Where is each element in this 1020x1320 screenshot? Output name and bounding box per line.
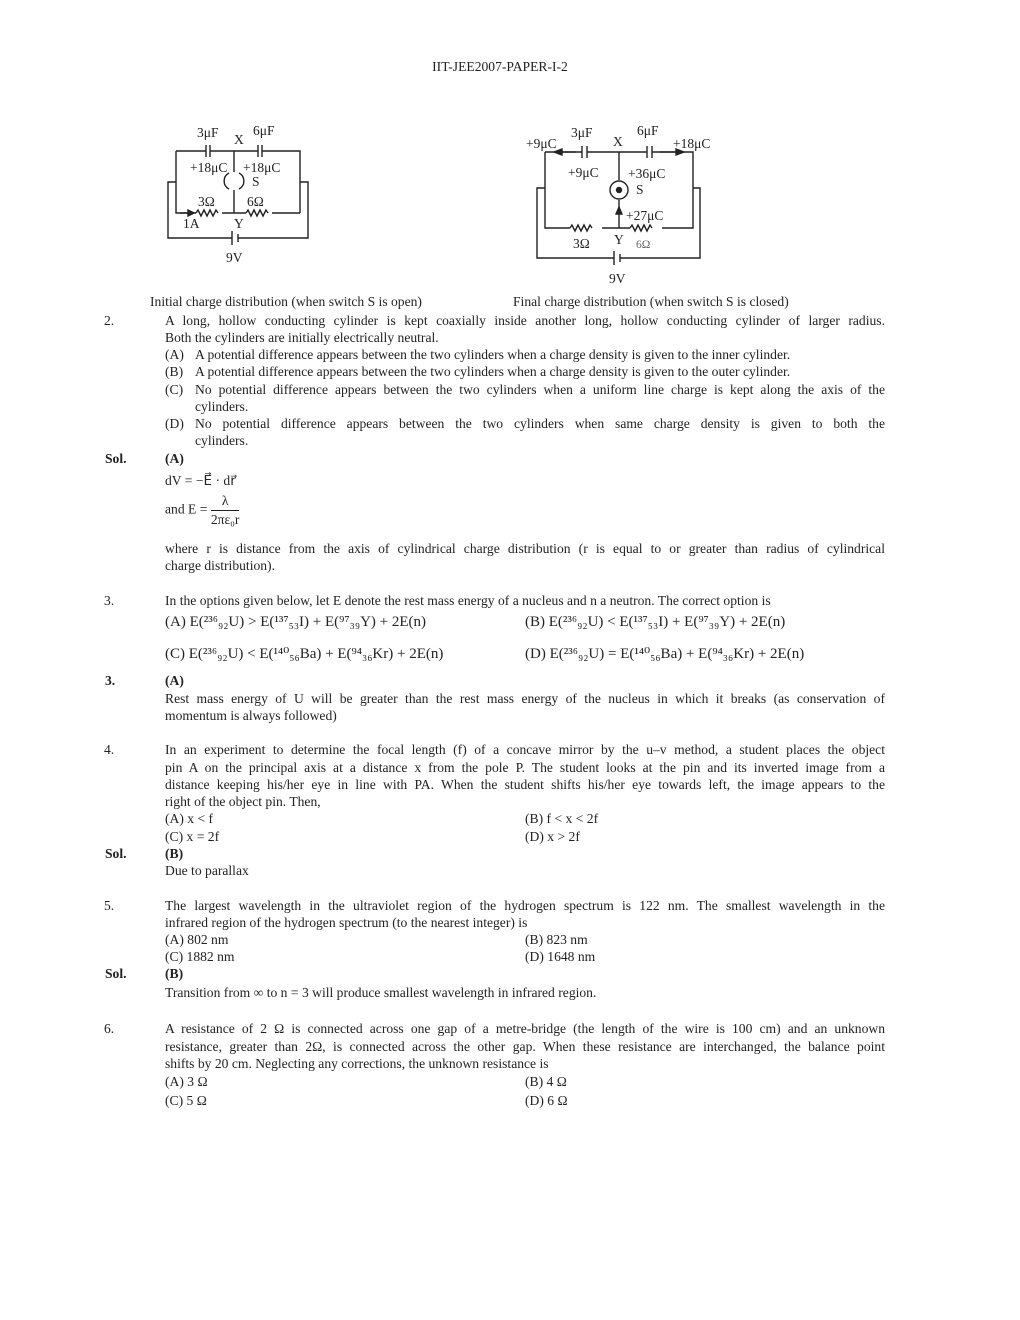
question-text: pin A on the principal axis at a distance x from the pole P. The student looks at the pin and its inverted image from a — [165, 760, 885, 775]
label-y: Y — [614, 232, 624, 247]
equation-prefix: and E = — [165, 501, 208, 517]
option-text: A potential difference appears between the two cylinders when a charge density is given to the outer cylinder. — [195, 364, 791, 379]
question-text: Both the cylinders are initially electrically neutral. — [165, 330, 439, 345]
solution-label: Sol. — [105, 846, 127, 861]
label-charge: +27μC — [626, 208, 664, 223]
option-label: (B) — [165, 364, 184, 379]
option-d: (D) x > 2f — [525, 829, 580, 844]
solution-text: charge distribution). — [165, 558, 275, 573]
equation-field — [165, 492, 239, 529]
label-9v: 9V — [226, 250, 243, 265]
option-label: (B) — [525, 614, 545, 630]
caption-initial: Initial charge distribution (when switch S is open) — [150, 294, 422, 309]
label-charge: +9μC — [526, 136, 557, 151]
option-text: E(²³⁶₉₂U) > E(¹³⁷₅₃I) + E(⁹⁷₃₉Y) + 2E(n) — [189, 614, 427, 630]
label-s: S — [252, 174, 260, 189]
option-c — [165, 646, 443, 663]
label-charge: +18μC — [190, 160, 228, 175]
option-d: (D) 1648 nm — [525, 949, 596, 964]
option-c: (C) x = 2f — [165, 829, 220, 844]
question-number: 5. — [104, 898, 115, 913]
option-b: (B) 4 Ω — [525, 1074, 567, 1089]
option-c: (C) 5 Ω — [165, 1093, 207, 1108]
solution-label: Sol. — [105, 451, 127, 466]
option-text: No potential difference appears between the two cylinders when a uniform line charge is kept along the axis of the — [195, 382, 885, 397]
question-text: shifts by 20 cm. Neglecting any corrections, the unknown resistance is — [165, 1056, 549, 1071]
question-text: resistance, greater than 2Ω, is connected across the other gap. When these resistance are interchanged, the balance point — [165, 1039, 885, 1054]
option-text: No potential difference appears between the two cylinders when same charge density is given to both the — [195, 416, 885, 431]
label-3uF: 3μF — [197, 125, 219, 140]
option-c: (C) 1882 nm — [165, 949, 235, 964]
question-text: In the options given below, let E denote the rest mass energy of a nucleus and n a neutron. The correct option is — [165, 593, 771, 608]
option-a: (A) 802 nm — [165, 932, 229, 947]
option-label: (A) — [165, 614, 186, 630]
option-text: cylinders. — [195, 399, 249, 414]
question-text: infrared region of the hydrogen spectrum (to the nearest integer) is — [165, 915, 528, 930]
option-text: E(²³⁶₉₂U) = E(¹⁴⁰₅₆Ba) + E(⁹⁴₃₆Kr) + 2E(n) — [549, 646, 805, 662]
solution-text: Transition from ∞ to n = 3 will produce smallest wavelength in infrared region. — [165, 985, 597, 1000]
option-d — [525, 646, 804, 663]
question-text: In an experiment to determine the focal length (f) of a concave mirror by the u–v method, a student places the object — [165, 742, 885, 757]
label-charge: +36μC — [628, 166, 666, 181]
solution-answer: (A) — [165, 451, 184, 466]
label-6uF: 6μF — [253, 123, 275, 138]
label-current: 1A — [183, 216, 200, 231]
label-x: X — [613, 134, 623, 149]
label-y: Y — [234, 216, 244, 231]
equation: dV = −E⃗ · dr⃗ — [165, 473, 236, 488]
option-text: E(²³⁶₉₂U) < E(¹⁴⁰₅₆Ba) + E(⁹⁴₃₆Kr) + 2E(n) — [188, 646, 444, 662]
option-label: (C) — [165, 646, 185, 662]
solution-text: momentum is always followed) — [165, 708, 337, 723]
label-6uF: 6μF — [637, 123, 659, 138]
label-9v: 9V — [609, 271, 626, 286]
option-a: (A) 3 Ω — [165, 1074, 208, 1089]
question-text: distance keeping his/her eye in line with PA. When the student shifts his/her eye towards left, the image appears to the — [165, 777, 885, 792]
option-label: (D) — [525, 646, 546, 662]
option-d: (D) 6 Ω — [525, 1093, 568, 1108]
question-number: 2. — [104, 313, 115, 328]
option-label: (C) — [165, 382, 184, 397]
solution-text: where r is distance from the axis of cylindrical charge distribution (r is equal to or greater than radius of cylindrical — [165, 541, 885, 556]
question-text: A long, hollow conducting cylinder is kept coaxially inside another long, hollow conducting cylinder of larger radius. — [165, 313, 885, 328]
denominator: 2πε₀r — [210, 512, 240, 527]
option-label: (A) — [165, 347, 184, 362]
label-6ohm: 6Ω — [636, 239, 651, 251]
caption-final: Final charge distribution (when switch S is closed) — [513, 294, 789, 309]
solution-answer: (B) — [165, 966, 184, 981]
label-charge: +18μC — [673, 136, 711, 151]
label-3ohm: 3Ω — [198, 194, 215, 209]
label-x: X — [234, 132, 244, 147]
label-6ohm: 6Ω — [247, 194, 264, 209]
question-number: 3. — [104, 593, 115, 608]
option-text: A potential difference appears between the two cylinders when a charge density is given to the inner cylinder. — [195, 347, 791, 362]
option-label: (D) — [165, 416, 184, 431]
option-text: E(²³⁶₉₂U) < E(¹³⁷₅₃I) + E(⁹⁷₃₉Y) + 2E(n) — [548, 614, 786, 630]
label-3ohm: 3Ω — [573, 236, 590, 251]
solution-text: Rest mass energy of U will be greater than the rest mass energy of the nucleus in which it breaks (as conservation of — [165, 691, 885, 706]
label-s: S — [636, 182, 644, 197]
label-charge: +18μC — [243, 160, 281, 175]
numerator: λ — [211, 492, 240, 511]
option-text: cylinders. — [195, 433, 249, 448]
option-b: (B) 823 nm — [525, 932, 588, 947]
question-text: The largest wavelength in the ultraviolet region of the hydrogen spectrum is 122 nm. The smallest wavelength in the — [165, 898, 885, 913]
solution-text: Due to parallax — [165, 863, 249, 878]
question-text: right of the object pin. Then, — [165, 794, 321, 809]
option-a — [165, 614, 426, 631]
question-number: 4. — [104, 742, 115, 757]
fraction — [211, 492, 240, 529]
solution-answer: (B) — [165, 846, 184, 861]
option-b — [525, 614, 785, 631]
solution-label: 3. — [105, 673, 116, 688]
solution-label: Sol. — [105, 966, 127, 981]
circuit-initial — [0, 0, 1020, 300]
option-b: (B) f < x < 2f — [525, 811, 599, 826]
label-charge: +9μC — [568, 165, 599, 180]
label-3uF: 3μF — [571, 125, 593, 140]
question-text: A resistance of 2 Ω is connected across one gap of a metre-bridge (the length of the wire is 100 cm) and an unknown — [165, 1021, 885, 1036]
option-a: (A) x < f — [165, 811, 214, 826]
page-header: IIT-JEE2007-PAPER-I-2 — [432, 59, 568, 74]
solution-answer: (A) — [165, 673, 184, 688]
question-number: 6. — [104, 1021, 115, 1036]
